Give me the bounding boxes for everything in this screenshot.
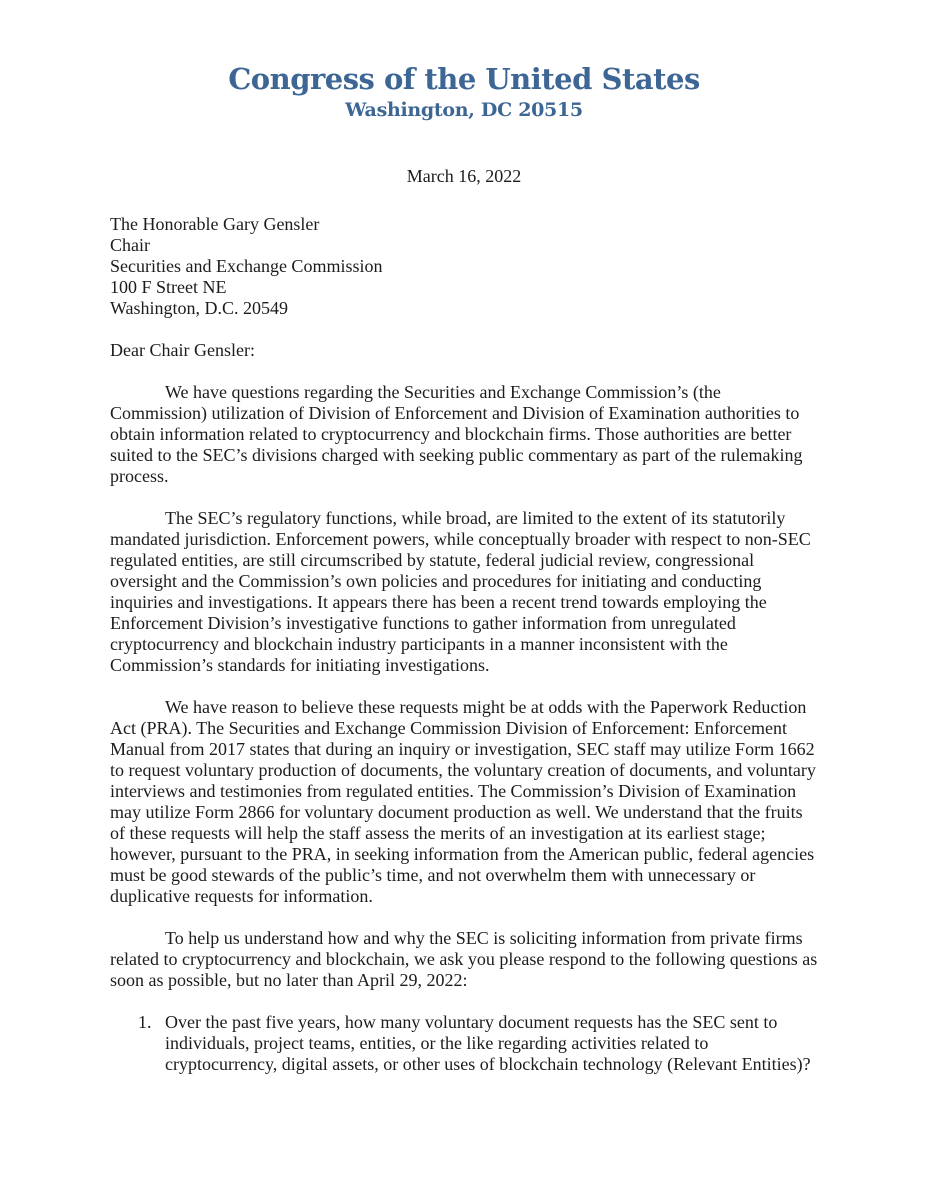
question-list (110, 1012, 818, 1075)
body-paragraph-2: The SEC’s regulatory functions, while broad, are limited to the extent of its statutorily mandated jurisdiction. Enforcement powers, while conceptually broader with respect to non-SEC regulated entities, are still circumscribed by statute, federal judicial review, congressional oversight and the Commission’s own policies and procedures for initiating and conducting inquiries and investigations. It appears there has been a recent trend towards employing the Enforcement Division’s investigative functions to gather information from unregulated cryptocurrency and blockchain industry participants in a manner inconsistent with the Commission’s standards for initiating investigations. (110, 508, 811, 675)
list-item (110, 1012, 818, 1075)
body-paragraph-4: To help us understand how and why the SEC is soliciting information from private firms related to cryptocurrency and blockchain, we ask you please respond to the following questions as soon as possible, but no later than April 29, 2022: (110, 928, 818, 990)
letterhead (110, 62, 818, 122)
salutation: Dear Chair Gensler: (110, 340, 255, 360)
recipient-title: Chair (110, 235, 150, 255)
letterhead-title: Congress of the United States (228, 62, 700, 96)
letterhead-subtitle: Washington, DC 20515 (345, 99, 583, 121)
recipient-street: 100 F Street NE (110, 277, 227, 297)
recipient-organization: Securities and Exchange Commission (110, 256, 383, 276)
recipient-address (110, 214, 818, 319)
body-paragraph-1: We have questions regarding the Securities and Exchange Commission’s (the Commission) utilization of Division of Enforcement and Division of Examination authorities to obtain information related to cryptocurrency and blockchain firms. Those authorities are better suited to the SEC’s divisions charged with seeking public commentary as part of the rulemaking process. (110, 382, 803, 486)
list-item-text: Over the past five years, how many voluntary document requests has the SEC sent to individuals, project teams, entities, or the like regarding activities related to cryptocurrency, digital assets, or other uses of blockchain technology (Relevant Entities)? (165, 1012, 811, 1074)
body-paragraph-3: We have reason to believe these requests might be at odds with the Paperwork Reduction Act (PRA). The Securities and Exchange Commission Division of Enforcement: Enforcement Manual from 2017 states that during an inquiry or investigation, SEC staff may utilize Form 1662 to request voluntary production of documents, the voluntary creation of documents, and voluntary interviews and testimonies from regulated entities. The Commission’s Division of Examination may utilize Form 2866 for voluntary document production as well. We understand that the fruits of these requests will help the staff assess the merits of an investigation at its earliest stage; however, pursuant to the PRA, in seeking information from the American public, federal agencies must be good stewards of the public’s time, and not overwhelm them with unnecessary or duplicative requests for information. (110, 697, 816, 906)
list-item-number: 1. (138, 1012, 152, 1032)
recipient-city: Washington, D.C. 20549 (110, 298, 289, 318)
letter-date: March 16, 2022 (406, 166, 522, 186)
recipient-name: The Honorable Gary Gensler (110, 214, 320, 234)
